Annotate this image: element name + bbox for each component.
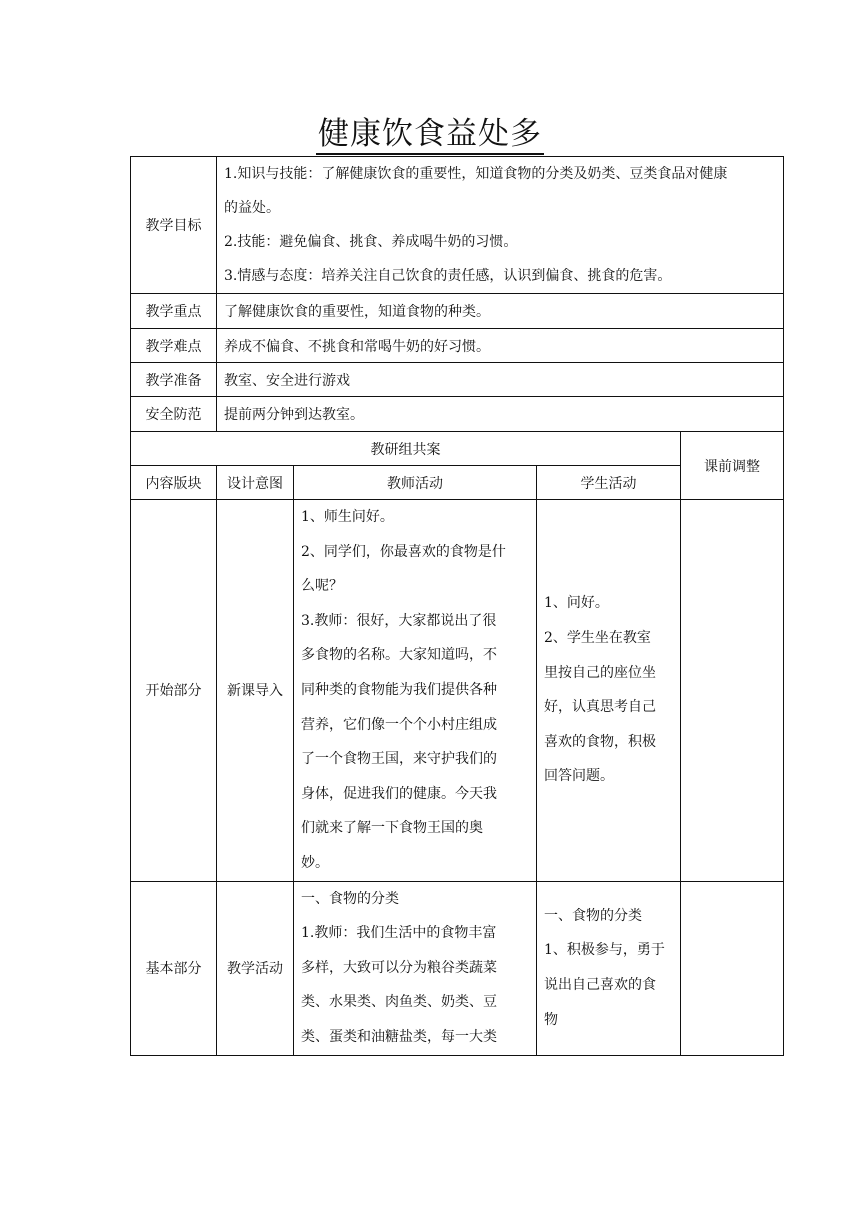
text-line: 么呢？ bbox=[301, 578, 343, 595]
key-point-value: 了解健康饮食的重要性，知道食物的种类。 bbox=[217, 294, 784, 329]
text-line: 一、食物的分类 bbox=[301, 890, 399, 907]
text-line: 多样，大致可以分为粮谷类蔬菜 bbox=[301, 959, 497, 976]
key-point-label: 教学重点 bbox=[131, 294, 217, 329]
objective-line: 1.知识与技能：了解健康饮食的重要性，知道食物的分类及奶类、豆类食品对健康 bbox=[224, 166, 728, 182]
intent-cell: 新课导入 bbox=[217, 500, 294, 882]
text-line: 们就来了解一下食物王国的奥 bbox=[301, 820, 483, 837]
text-line: 同种类的食物能为我们提供各种 bbox=[301, 681, 497, 698]
objective-line: 的益处。 bbox=[224, 200, 280, 216]
key-point-row bbox=[131, 294, 784, 329]
safety-value: 提前两分钟到达教室。 bbox=[217, 397, 784, 432]
section-cell: 开始部分 bbox=[131, 500, 217, 882]
table-row bbox=[131, 881, 784, 1055]
student-activity-cell bbox=[537, 881, 681, 1055]
teacher-activity-cell bbox=[294, 500, 537, 882]
text-line: 一、食物的分类 bbox=[544, 907, 642, 924]
objective-line: 3.情感与态度：培养关注自己饮食的责任感，认识到偏食、挑食的危害。 bbox=[224, 268, 672, 284]
text-line: 妙。 bbox=[301, 854, 329, 871]
text-line: 营养，它们像一个个小村庄组成 bbox=[301, 716, 497, 733]
text-line: 1、师生问好。 bbox=[301, 509, 394, 525]
text-line: 身体，促进我们的健康。今天我 bbox=[301, 785, 497, 802]
adjust-cell bbox=[681, 500, 784, 882]
text-line: 类、蛋类和油糖盐类，每一大类 bbox=[301, 1028, 497, 1045]
text-line: 1、积极参与，勇于 bbox=[544, 942, 665, 959]
safety-label: 安全防范 bbox=[131, 397, 217, 432]
group-plan-label: 教研组共案 bbox=[131, 432, 681, 466]
text-line: 了一个食物王国，来守护我们的 bbox=[301, 751, 497, 768]
preparation-value: 教室、安全进行游戏 bbox=[217, 363, 784, 397]
group-plan-row bbox=[131, 432, 784, 466]
objectives-label: 教学目标 bbox=[131, 157, 217, 294]
text-line: 3.教师：很好，大家都说出了很 bbox=[301, 612, 497, 629]
column-header: 内容版块 bbox=[131, 466, 217, 500]
preparation-row bbox=[131, 363, 784, 397]
preparation-label: 教学准备 bbox=[131, 363, 217, 397]
text-line: 喜欢的食物，积极 bbox=[544, 733, 656, 750]
text-line: 2、学生坐在教室 bbox=[544, 630, 651, 647]
student-activity-cell bbox=[537, 500, 681, 882]
adjust-cell bbox=[681, 881, 784, 1055]
difficulty-row bbox=[131, 329, 784, 363]
section-cell: 基本部分 bbox=[131, 881, 217, 1055]
text-line: 好，认真思考自己 bbox=[544, 699, 656, 716]
objectives-content bbox=[217, 157, 784, 294]
text-line: 1、问好。 bbox=[544, 595, 609, 612]
text-line: 回答问题。 bbox=[544, 768, 614, 785]
column-header: 设计意图 bbox=[217, 466, 294, 500]
document-title: 健康饮食益处多 bbox=[0, 108, 860, 153]
column-header: 学生活动 bbox=[537, 466, 681, 500]
objective-line: 2.技能：避免偏食、挑食、养成喝牛奶的习惯。 bbox=[224, 234, 518, 250]
teacher-activity-cell bbox=[294, 881, 537, 1055]
table-row bbox=[131, 500, 784, 882]
text-line: 说出自己喜欢的食 bbox=[544, 977, 656, 994]
pre-class-adjust-label: 课前调整 bbox=[681, 432, 784, 500]
text-line: 多食物的名称。大家知道吗，不 bbox=[301, 647, 497, 664]
text-line: 里按自己的座位坐 bbox=[544, 664, 656, 681]
difficulty-value: 养成不偏食、不挑食和常喝牛奶的好习惯。 bbox=[217, 329, 784, 363]
column-header: 教师活动 bbox=[294, 466, 537, 500]
lesson-plan-table bbox=[130, 156, 784, 1056]
intent-cell: 教学活动 bbox=[217, 881, 294, 1055]
difficulty-label: 教学难点 bbox=[131, 329, 217, 363]
text-line: 1.教师：我们生活中的食物丰富 bbox=[301, 925, 497, 942]
text-line: 物 bbox=[544, 1011, 558, 1028]
text-line: 2、同学们，你最喜欢的食物是什 bbox=[301, 543, 506, 560]
objectives-row bbox=[131, 157, 784, 294]
text-line: 类、水果类、肉鱼类、奶类、豆 bbox=[301, 994, 497, 1011]
safety-row bbox=[131, 397, 784, 432]
